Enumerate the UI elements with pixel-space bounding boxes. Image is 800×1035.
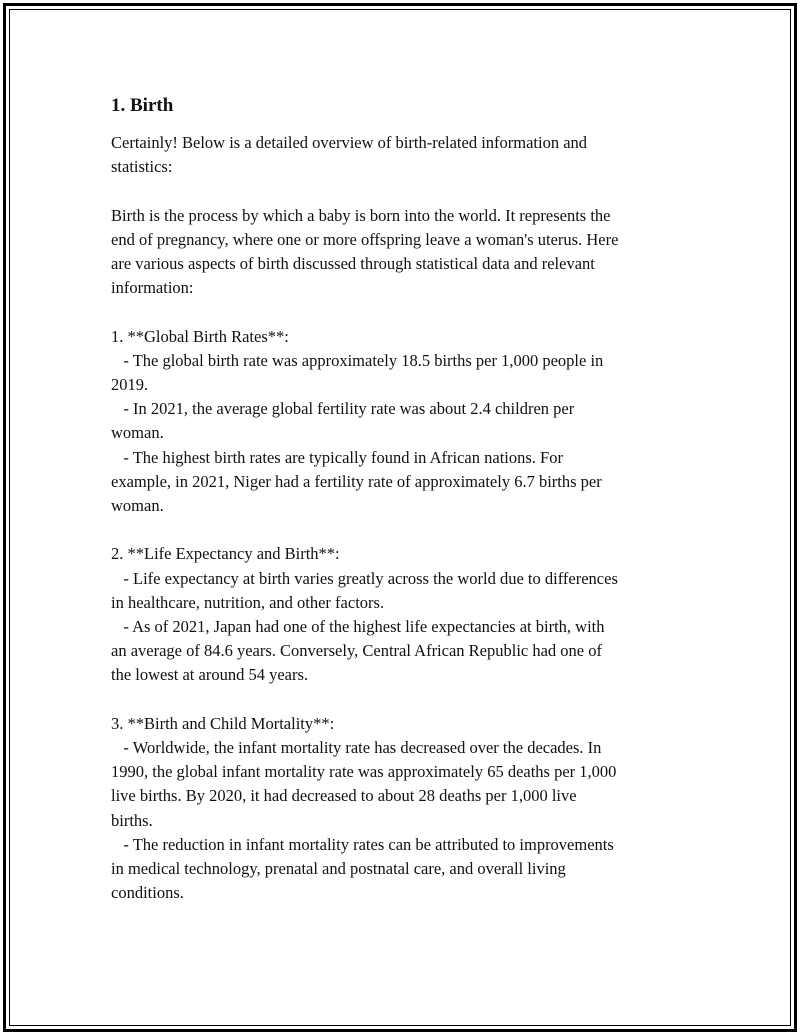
document-content xyxy=(111,93,691,906)
section-body-text: Certainly! Below is a detailed overview of birth-related information and statistics: Birth is the process by which a baby is born into the world. It represents the end of pregnancy, where one or more offspring leave a woman's uterus. Here are various aspects of birth discussed through statistical data and relevant information: 1. **Global Birth Rates**: - The global birth rate was approximately 18.5 births per 1,000 people in 2019. - In 2021, the average global fertility rate was about 2.4 children per woman. - The highest birth rates are typically found in African nations. For example, in 2021, Niger had a fertility rate of approximately 6.7 births per woman. 2. **Life Expectancy and Birth**: - Life expectancy at birth varies greatly across the world due to differences in healthcare, nutrition, and other factors. - As of 2021, Japan had one of the highest life expectancies at birth, with an average of 84.6 years. Conversely, Central African Republic had one of the lowest at around 54 years. 3. **Birth and Child Mortality**: - Worldwide, the infant mortality rate has decreased over the decades. In 1990, the global infant mortality rate was approximately 65 deaths per 1,000 live births. By 2020, it had decreased to about 28 deaths per 1,000 live births. - The reduction in infant mortality rates can be attributed to improvements in medical technology, prenatal and postnatal care, and overall living conditions. xyxy=(111,133,619,903)
section-heading: 1. Birth xyxy=(111,95,174,116)
